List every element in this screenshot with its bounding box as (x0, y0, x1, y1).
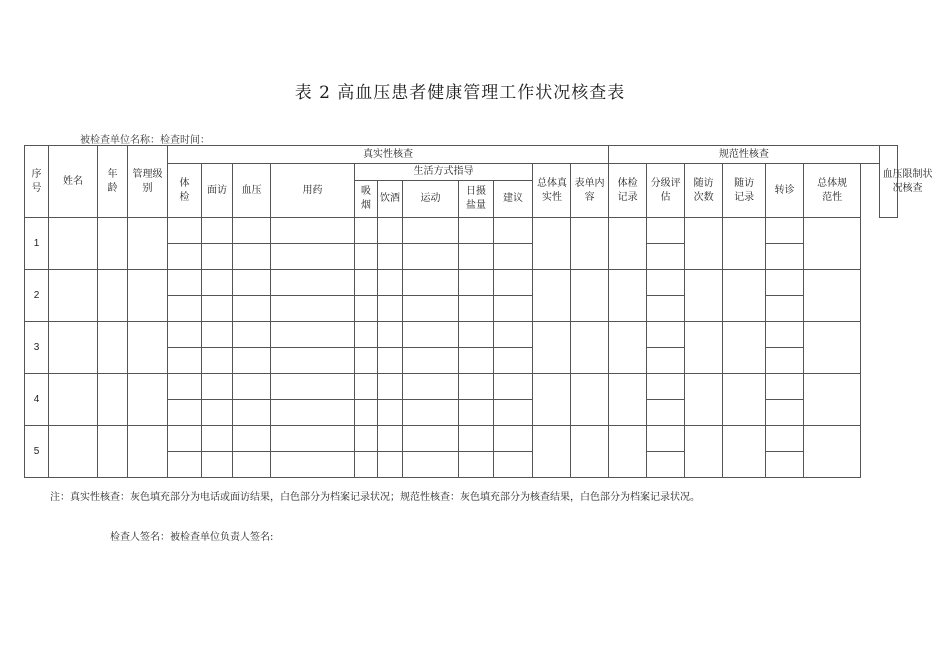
table-cell[interactable] (494, 400, 533, 426)
table-cell[interactable] (459, 426, 494, 452)
table-cell[interactable] (403, 270, 459, 296)
table-cell[interactable] (378, 348, 403, 374)
table-cell[interactable] (685, 322, 723, 374)
row-number: 4 (25, 374, 49, 426)
table-cell[interactable] (647, 270, 685, 296)
table-cell[interactable] (233, 244, 271, 270)
table-cell[interactable] (355, 296, 378, 322)
signature-line: 检查人签名：被检查单位负责人签名: (110, 532, 274, 543)
table-cell[interactable] (647, 296, 685, 322)
row-number: 2 (25, 270, 49, 322)
table-cell[interactable] (403, 348, 459, 374)
header-physical-exam: 体检 (168, 164, 202, 218)
table-cell[interactable] (271, 400, 355, 426)
header-medication: 用药 (271, 164, 355, 218)
header-standard-check: 规范性核查 (609, 146, 879, 164)
table-cell[interactable] (459, 322, 494, 348)
table-cell[interactable] (202, 426, 233, 452)
table-cell[interactable] (202, 322, 233, 348)
inspection-table (24, 145, 933, 478)
table-cell[interactable] (494, 244, 533, 270)
table-cell[interactable] (49, 322, 98, 374)
table-cell[interactable] (168, 270, 202, 296)
table-cell[interactable] (609, 218, 647, 270)
table-row (25, 270, 898, 296)
table-cell[interactable] (609, 322, 647, 374)
table-cell[interactable] (647, 452, 685, 478)
table-cell[interactable] (98, 374, 128, 426)
table-cell[interactable] (355, 218, 378, 244)
table-cell[interactable] (647, 426, 685, 452)
table-cell[interactable] (804, 374, 861, 426)
table-cell[interactable] (98, 322, 128, 374)
table-cell[interactable] (723, 426, 766, 478)
header-bp-control-check: 血压限制状况核查 (879, 146, 897, 218)
table-cell[interactable] (168, 348, 202, 374)
header-smoking: 吸烟 (355, 181, 378, 218)
table-cell[interactable] (459, 270, 494, 296)
table-row (25, 374, 898, 400)
table-cell[interactable] (168, 400, 202, 426)
table-cell[interactable] (533, 374, 571, 426)
table-cell[interactable] (355, 322, 378, 348)
header-interview: 面访 (202, 164, 233, 218)
table-cell[interactable] (766, 426, 804, 452)
table-cell[interactable] (403, 296, 459, 322)
table-cell[interactable] (49, 374, 98, 426)
table-cell[interactable] (378, 244, 403, 270)
table-cell[interactable] (723, 374, 766, 426)
row-number: 3 (25, 322, 49, 374)
table-cell[interactable] (723, 322, 766, 374)
table-cell[interactable] (128, 322, 168, 374)
table-cell[interactable] (168, 452, 202, 478)
header-management-level: 管理级别 (128, 146, 168, 218)
table-cell[interactable] (233, 348, 271, 374)
header-lifestyle-guidance: 生活方式指导 (355, 164, 533, 181)
table-cell[interactable] (609, 270, 647, 322)
table-cell[interactable] (233, 374, 271, 400)
table-cell[interactable] (202, 296, 233, 322)
table-cell[interactable] (804, 218, 861, 270)
table-cell[interactable] (804, 270, 861, 322)
table-cell[interactable] (494, 452, 533, 478)
table-cell[interactable] (403, 244, 459, 270)
table-cell[interactable] (128, 270, 168, 322)
table-cell[interactable] (128, 218, 168, 270)
table-cell[interactable] (403, 400, 459, 426)
table-cell[interactable] (571, 322, 609, 374)
header-salt-intake: 日摄盐量 (459, 181, 494, 218)
row-number: 5 (25, 426, 49, 478)
table-cell[interactable] (271, 452, 355, 478)
table-cell[interactable] (804, 322, 861, 374)
table-cell[interactable] (49, 270, 98, 322)
table-cell[interactable] (355, 244, 378, 270)
table-row (25, 322, 898, 348)
table-cell[interactable] (766, 218, 804, 244)
table-cell[interactable] (378, 374, 403, 400)
table-cell[interactable] (494, 348, 533, 374)
table-cell[interactable] (494, 296, 533, 322)
table-cell[interactable] (233, 426, 271, 452)
header-seq: 序号 (25, 146, 49, 218)
table-cell[interactable] (766, 452, 804, 478)
table-cell[interactable] (271, 296, 355, 322)
table-cell[interactable] (459, 296, 494, 322)
table-cell[interactable] (202, 400, 233, 426)
table-cell[interactable] (168, 296, 202, 322)
table-cell[interactable] (202, 348, 233, 374)
table-cell[interactable] (685, 270, 723, 322)
table-cell[interactable] (202, 218, 233, 244)
table-cell[interactable] (609, 374, 647, 426)
table-cell[interactable] (98, 426, 128, 478)
table-cell[interactable] (571, 426, 609, 478)
table-cell[interactable] (98, 218, 128, 270)
table-cell[interactable] (533, 322, 571, 374)
header-authenticity-check: 真实性核查 (168, 146, 609, 164)
table-cell[interactable] (647, 322, 685, 348)
table-cell[interactable] (271, 374, 355, 400)
table-cell[interactable] (766, 374, 804, 400)
table-cell[interactable] (804, 426, 861, 478)
table-cell[interactable] (378, 400, 403, 426)
table-row (25, 218, 898, 244)
header-advice: 建议 (494, 181, 533, 218)
table-cell[interactable] (609, 426, 647, 478)
table-cell[interactable] (168, 218, 202, 244)
header-age: 年龄 (98, 146, 128, 218)
header-drinking: 饮酒 (378, 181, 403, 218)
table-cell[interactable] (355, 426, 378, 452)
table-cell[interactable] (723, 218, 766, 270)
table-cell[interactable] (685, 374, 723, 426)
table-cell[interactable] (685, 426, 723, 478)
table-cell[interactable] (647, 244, 685, 270)
table-cell[interactable] (766, 348, 804, 374)
table-cell[interactable] (459, 374, 494, 400)
header-name: 姓名 (49, 146, 98, 218)
table-note: 注：真实性核查：灰色填充部分为电话或面访结果，白色部分为档案记录状况；规范性核查：灰色填充部分为核查结果，白色部分为档案记录状况。 (50, 492, 700, 503)
header-referral: 转诊 (766, 164, 804, 218)
table-cell[interactable] (494, 426, 533, 452)
table-cell[interactable] (685, 218, 723, 270)
table-cell[interactable] (98, 270, 128, 322)
table-cell[interactable] (233, 322, 271, 348)
table-cell[interactable] (271, 270, 355, 296)
table-cell[interactable] (571, 218, 609, 270)
table-cell[interactable] (202, 452, 233, 478)
table-cell[interactable] (766, 296, 804, 322)
table-cell[interactable] (766, 270, 804, 296)
table-cell[interactable] (647, 400, 685, 426)
table-cell[interactable] (271, 218, 355, 244)
header-form-content: 表单内容 (571, 164, 609, 218)
table-cell[interactable] (403, 426, 459, 452)
table-cell[interactable] (378, 452, 403, 478)
header-followup-count: 随访次数 (685, 164, 723, 218)
table-cell[interactable] (168, 322, 202, 348)
header-followup-record: 随访记录 (723, 164, 766, 218)
table-cell[interactable] (571, 374, 609, 426)
row-number: 1 (25, 218, 49, 270)
table-cell[interactable] (403, 218, 459, 244)
table-cell[interactable] (403, 452, 459, 478)
table-cell[interactable] (459, 218, 494, 244)
table-cell[interactable] (355, 452, 378, 478)
table-cell[interactable] (355, 348, 378, 374)
table-cell[interactable] (378, 426, 403, 452)
table-cell[interactable] (233, 218, 271, 244)
table-row (25, 426, 898, 452)
table-cell[interactable] (271, 244, 355, 270)
table-cell[interactable] (459, 348, 494, 374)
table-cell[interactable] (202, 374, 233, 400)
table-cell[interactable] (533, 270, 571, 322)
table-cell[interactable] (459, 244, 494, 270)
table-cell[interactable] (168, 244, 202, 270)
table-cell[interactable] (647, 374, 685, 400)
table-cell[interactable] (647, 348, 685, 374)
table-cell[interactable] (355, 374, 378, 400)
table-cell[interactable] (233, 400, 271, 426)
table-cell[interactable] (271, 322, 355, 348)
header-exam-record: 体检记录 (609, 164, 647, 218)
table-cell[interactable] (494, 322, 533, 348)
table-cell[interactable] (494, 374, 533, 400)
table-cell[interactable] (403, 374, 459, 400)
unit-and-date-line: 被检查单位名称：检查时间： (80, 135, 210, 146)
table-cell[interactable] (233, 452, 271, 478)
table-cell[interactable] (571, 270, 609, 322)
table-cell[interactable] (494, 270, 533, 296)
table-cell[interactable] (233, 296, 271, 322)
header-overall-standard: 总体规范性 (804, 164, 861, 218)
table-cell[interactable] (766, 244, 804, 270)
table-cell[interactable] (271, 426, 355, 452)
table-cell[interactable] (128, 426, 168, 478)
table-cell[interactable] (378, 218, 403, 244)
table-cell[interactable] (494, 218, 533, 244)
table-cell[interactable] (647, 218, 685, 244)
header-blood-pressure: 血压 (233, 164, 271, 218)
table-cell[interactable] (202, 244, 233, 270)
table-cell[interactable] (355, 270, 378, 296)
table-cell[interactable] (49, 426, 98, 478)
table-cell[interactable] (766, 400, 804, 426)
table-cell[interactable] (403, 322, 459, 348)
table-cell[interactable] (766, 322, 804, 348)
table-cell[interactable] (271, 348, 355, 374)
header-exercise: 运动 (403, 181, 459, 218)
table-cell[interactable] (128, 374, 168, 426)
table-cell[interactable] (168, 426, 202, 452)
table-cell[interactable] (533, 426, 571, 478)
header-grading-assessment: 分级评估 (647, 164, 685, 218)
table-cell[interactable] (459, 452, 494, 478)
table-cell[interactable] (202, 270, 233, 296)
table-cell[interactable] (378, 270, 403, 296)
table-cell[interactable] (355, 400, 378, 426)
table-cell[interactable] (723, 270, 766, 322)
page-title: 表 2 高血压患者健康管理工作状况核查表 (294, 83, 626, 103)
table-cell[interactable] (49, 218, 98, 270)
table-cell[interactable] (533, 218, 571, 270)
table-cell[interactable] (459, 400, 494, 426)
table-cell[interactable] (378, 322, 403, 348)
table-cell[interactable] (168, 374, 202, 400)
header-overall-authenticity: 总体真实性 (533, 164, 571, 218)
table-cell[interactable] (233, 270, 271, 296)
table-cell[interactable] (378, 296, 403, 322)
